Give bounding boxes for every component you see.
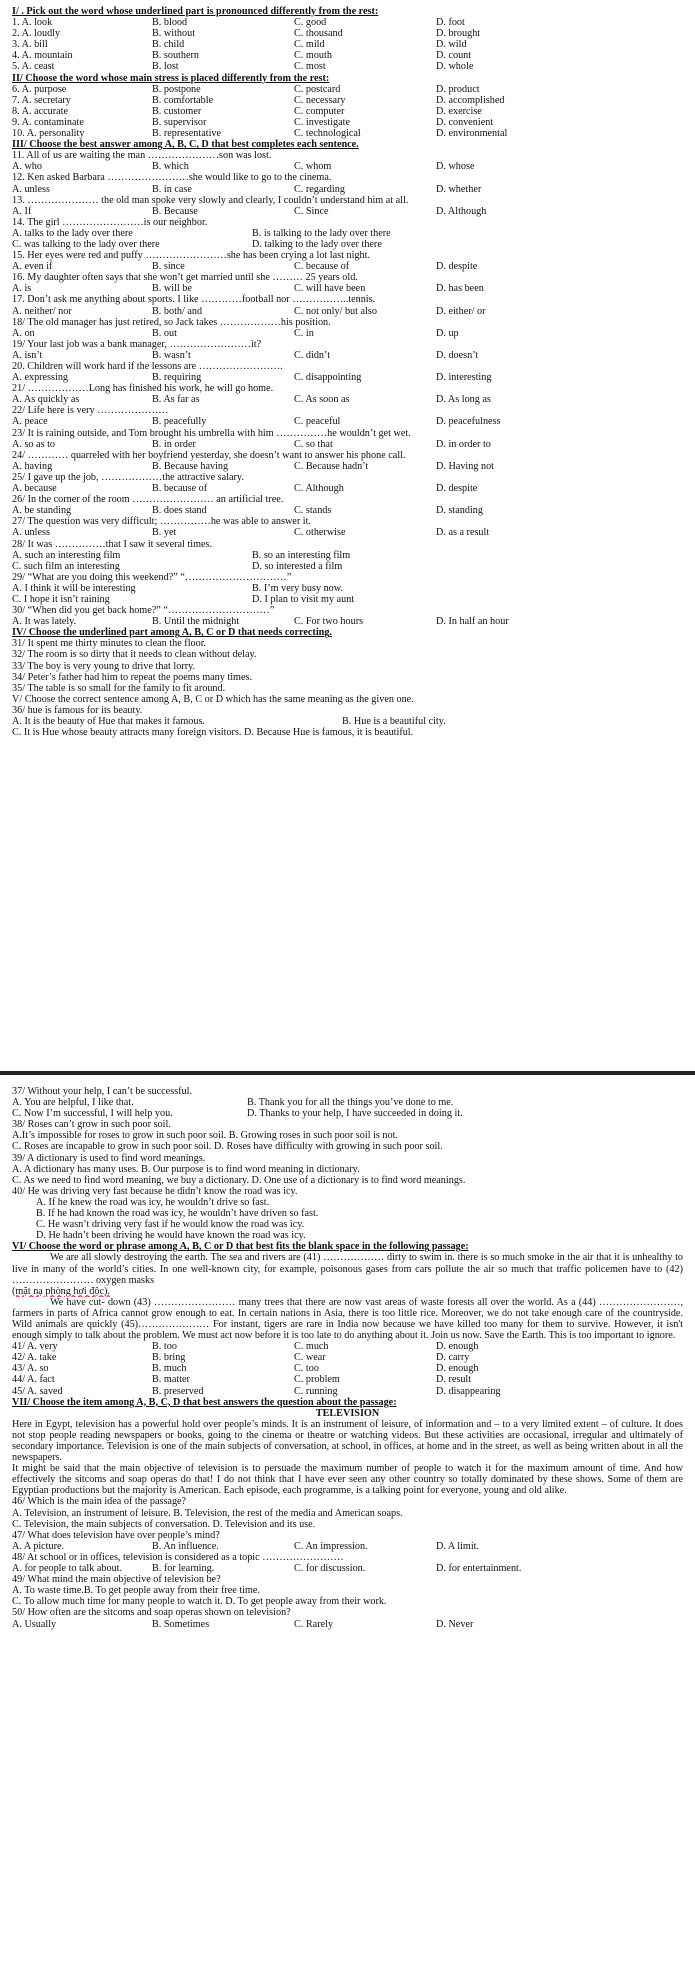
option: C. in [294, 327, 314, 339]
question-options [12, 583, 683, 594]
option: A. expressing [12, 372, 69, 384]
question-text: 21/ ………………Long has finished his work, he will go home. [12, 383, 274, 395]
question-text: 46/ Which is the main idea of the passage? [12, 1496, 187, 1508]
question-row [12, 50, 683, 61]
option: D. convenient [436, 116, 494, 128]
option: C. investigate [294, 116, 351, 128]
option: C. technological [294, 128, 361, 140]
option: A. unless [12, 527, 50, 539]
question-36-options-ab [12, 716, 683, 727]
option: D. interesting [436, 372, 492, 384]
question-options: A. Television, an instrument of leisure. B. Television, the rest of the media and American soaps. [12, 1507, 403, 1519]
question-row [12, 128, 683, 139]
question-text: 25/ I gave up the job, ………………the attractive salary. [12, 471, 244, 483]
option: A. for people to talk about. [12, 1563, 123, 1575]
option: B. without [152, 28, 196, 40]
option: B. comfortable [152, 94, 214, 106]
option: A. because [12, 483, 57, 495]
question-options [12, 184, 683, 195]
question-40: 40/ He was driving very fast because he didn’t know the road was icy. [12, 1185, 298, 1197]
option: C. most [294, 61, 326, 73]
option: B. yet [152, 527, 177, 539]
option: D. brought [436, 28, 481, 40]
question-text: 27/ The question was very difficult; ……………he was able to answer it. [12, 516, 311, 528]
option: 45/ A. saved [12, 1385, 63, 1397]
section-4-heading: IV/ Choose the underlined part among A, B, C or D that needs correcting. [12, 627, 332, 639]
option: B. peacefully [152, 416, 207, 428]
section-6-heading: VI/ Choose the word or phrase among A, B, C or D that best fits the blank space in the following passage: [12, 1241, 469, 1253]
section-1-rows [12, 17, 683, 72]
option: B. lost [152, 61, 179, 73]
passage-paragraph-1-tail: (mặt nạ phòng hơi độc). [12, 1285, 110, 1297]
option: A. who [12, 161, 42, 173]
question-options [12, 394, 683, 405]
option: B. is talking to the lady over there [252, 227, 391, 239]
question-options [12, 416, 683, 427]
option: 41/ A. very [12, 1341, 58, 1353]
option: 10. A. personality [12, 128, 85, 140]
question-text: 30/ “When did you get back home?” “…………………………” [12, 605, 275, 617]
option: B. Hue is a beautiful city. [342, 716, 446, 727]
option: C. For two hours [294, 616, 364, 628]
option: D. whether [436, 183, 482, 195]
option: A. so as to [12, 438, 56, 450]
question-row [12, 17, 683, 28]
option: D. enough [436, 1363, 479, 1375]
option: B. which [152, 161, 189, 173]
question-row [12, 28, 683, 39]
question-options [12, 616, 683, 627]
option: D. for entertainment. [436, 1563, 522, 1575]
question-text: 48/ At school or in offices, television is considered as a topic …………………… [12, 1551, 344, 1563]
question-options [12, 550, 683, 561]
option: C. postcard [294, 83, 341, 95]
section-2-rows [12, 84, 683, 139]
question-39-options-cd: C. As we need to find word meaning, we buy a dictionary. D. One use of a dictionary is to find word meanings. [12, 1174, 466, 1186]
option: D. despite [436, 483, 478, 495]
option: D. doesn’t [436, 349, 479, 361]
option: B. preserved [152, 1385, 204, 1397]
question-text: 20. Children will work hard if the lessons are ……………………. [12, 361, 283, 372]
option: B. does stand [152, 505, 207, 517]
question-options [12, 283, 683, 294]
option: B. blood [152, 17, 188, 29]
worksheet-page-1 [12, 6, 683, 738]
option: C. didn’t [294, 349, 331, 361]
question-text: 29/ “What are you doing this weekend?” “…………………………” [12, 571, 292, 583]
section-7-questions [12, 1496, 683, 1629]
option: C. necessary [294, 94, 346, 106]
option: B. I’m very busy now. [252, 582, 344, 594]
question-options [12, 561, 683, 572]
option: A. If [12, 205, 32, 217]
section-4-items [12, 638, 683, 693]
question-options [12, 261, 683, 272]
question-text: 13. ………………… the old man spoke very slowly and clearly, I couldn’t understand him at all. [12, 194, 409, 206]
option: B. bring [152, 1352, 186, 1364]
option: B. in case [152, 183, 192, 195]
option: B. much [152, 1363, 187, 1375]
option: D. exercise [436, 105, 482, 117]
option: B. in order [152, 438, 196, 450]
question-options [12, 594, 683, 605]
option: B. postpone [152, 83, 201, 95]
question-row [12, 61, 683, 72]
question-40-option-c: C. He wasn’t driving very fast if he would know the road was icy. [36, 1219, 305, 1231]
option: C. otherwise [294, 527, 346, 539]
option: A. It was lately. [12, 616, 77, 628]
option: B. supervisor [152, 116, 207, 128]
option: B. southern [152, 50, 199, 62]
question-row [12, 84, 683, 95]
question-36-options-cd: C. It is Hue whose beauty attracts many foreign visitors. D. Because Hue is famous, it is beautiful. [12, 727, 414, 739]
question-row [12, 1374, 683, 1385]
option: B. As far as [152, 394, 200, 406]
option: 43/ A. so [12, 1363, 49, 1375]
option: C. so that [294, 438, 333, 450]
passage-paragraph-1: We are all slowly destroying the earth. The sea and rivers are (41) ……………… dirty to swim in. there is so much smoke in the air that it is unhealthy to live in many of the world’s cities. In one well-known city, for example, poisonous gases from cars pollute the air so much that traffic policemen have to (42) …………………… oxygen masks [12, 1252, 683, 1286]
option: D. accomplished [436, 94, 505, 106]
question-row [12, 106, 683, 117]
question-40-option-b: B. If he had known the road was icy, he wouldn’t have driven so fast. [36, 1208, 319, 1220]
option: 6. A. purpose [12, 83, 67, 95]
question-text: 33/ The boy is very young to drive that lorry. [12, 660, 196, 672]
question-text: 26/ In the corner of the room …………………… an artificial tree. [12, 494, 284, 506]
option: D. product [436, 83, 480, 95]
option: A. isn’t [12, 349, 43, 361]
option: A. neither/ nor [12, 305, 72, 317]
option: B. so an interesting film [252, 549, 351, 561]
question-text: 16. My daughter often says that she won’t get married until she ……… 25 years old. [12, 272, 358, 284]
option: C. such film an interesting [12, 560, 120, 572]
option: B. matter [152, 1374, 190, 1386]
option: C. mouth [294, 50, 332, 62]
option: C. Although [294, 483, 344, 495]
question-37-options-ab [12, 1097, 683, 1108]
option: D. has been [436, 283, 484, 295]
option: D. environmental [436, 128, 508, 140]
option: C. thousand [294, 28, 343, 40]
option: B. for learning. [152, 1563, 215, 1575]
option: D. Thanks to your help, I have succeeded in doing it. [247, 1108, 463, 1120]
option: A. As quickly as [12, 394, 80, 406]
option: 7. A. secretary [12, 94, 71, 106]
section-1-heading: I/ . Pick out the word whose underlined part is pronounced differently from the rest: [12, 6, 379, 17]
option: B. since [152, 261, 185, 273]
question-options [12, 350, 683, 361]
option: 4. A. mountain [12, 50, 73, 62]
option: B. out [152, 327, 177, 339]
option: D. wild [436, 39, 467, 51]
question-options [12, 239, 683, 250]
option: C. regarding [294, 183, 345, 195]
question-text: 28/ It was ……………that I saw it several times. [12, 538, 213, 550]
question-options [12, 1619, 683, 1630]
option: 9. A. contaminate [12, 116, 84, 128]
option: C. stands [294, 505, 332, 517]
question-row [12, 1341, 683, 1352]
option: C. computer [294, 105, 345, 117]
option: A. be standing [12, 505, 72, 517]
option: D. disappearing [436, 1385, 501, 1397]
question-text: 17. Don’t ask me anything about sports. I like …………football nor ……………..tennis. [12, 294, 376, 306]
option: C. Now I’m successful, I will help you. [12, 1108, 173, 1120]
option: D. despite [436, 261, 478, 273]
option: A. You are helpful, I like that. [12, 1097, 134, 1109]
option: C. good [294, 17, 327, 29]
reading-title: TELEVISION [315, 1407, 380, 1419]
question-text: 15. Her eyes were red and puffy ……………………she has been crying a lot last night. [12, 250, 370, 262]
question-36: 36/ hue is famous for its beauty. [12, 704, 143, 716]
option: D. peacefulness [436, 416, 501, 428]
worksheet-page-2 [12, 1086, 683, 1630]
option: C. whom [294, 161, 332, 173]
option: D. whose [436, 161, 475, 173]
question-options [12, 461, 683, 472]
option: C. peaceful [294, 416, 341, 428]
option: A. peace [12, 416, 48, 428]
question-options [12, 328, 683, 339]
option: D. count [436, 50, 472, 62]
option: B. Thank you for all the things you’ve done to me. [247, 1097, 454, 1109]
option: D. carry [436, 1352, 470, 1364]
question-row [12, 95, 683, 106]
option: B. will be [152, 283, 192, 295]
option: A. talks to the lady over there [12, 227, 133, 239]
option: C. Since [294, 205, 329, 217]
option: B. Until the midnight [152, 616, 240, 628]
option: D. As long as [436, 394, 491, 406]
option: D. talking to the lady over there [252, 238, 382, 250]
question-text: 14. The girl ……………………is our neighbor. [12, 216, 208, 228]
question-options: C. To allow much time for many people to watch it. D. To get people away from their work. [12, 1596, 387, 1608]
question-text: 50/ How often are the sitcoms and soap operas shown on television? [12, 1607, 291, 1619]
section-3-heading: III/ Choose the best answer among A, B, C, D that best completes each sentence. [12, 139, 359, 151]
option: C. As soon as [294, 394, 350, 406]
question-text: 47/ What does television have over people’s mind? [12, 1529, 220, 1541]
option: B. representative [152, 128, 222, 140]
option: B. both/ and [152, 305, 203, 317]
option: C. too [294, 1363, 319, 1375]
option: B. wasn’t [152, 349, 191, 361]
question-38: 38/ Roses can’t grow in such poor soil. [12, 1119, 171, 1131]
option: A. Usually [12, 1618, 57, 1630]
question-text: 32/ The room is so dirty that it needs to clean without delay. [12, 649, 257, 661]
option: D. up [436, 327, 459, 339]
question-text: 34/ Peter’s father had him to repeat the poems many times. [12, 671, 253, 683]
question-options [12, 483, 683, 494]
question-text: 11. All of us are waiting the man …………………son was lost. [12, 150, 272, 162]
option: A. having [12, 460, 53, 472]
option: C. mild [294, 39, 325, 51]
option: C. An impression. [294, 1540, 368, 1552]
question-row [12, 39, 683, 50]
option: D. as a result [436, 527, 490, 539]
section-7-heading: VII/ Choose the item among A, B, C, D that best answers the question about the passage: [12, 1396, 397, 1408]
option: 1. A. look [12, 17, 53, 29]
option: C. I hope it isn’t raining [12, 593, 110, 605]
option: A. unless [12, 183, 50, 195]
reading-paragraph-1: Here in Egypt, television has a powerful hold over people’s minds. It is an instrument of leisure, of information and – to a very limited extent – of culture. It does not stop people reading newspapers or books, going to the cinema or theatre or watching videos. But these activities are occasional, irregular and ultimately of secondary importance. Television is one of the main subjects of conversation, at school, in offices, at home and in the street, as well as being written about in all the newspapers. [12, 1418, 683, 1464]
option: D. result [436, 1374, 472, 1386]
question-options [12, 372, 683, 383]
question-options [12, 505, 683, 516]
option: C. disappointing [294, 372, 362, 384]
option: C. wear [294, 1352, 326, 1364]
question-options [12, 206, 683, 217]
option: B. Sometimes [152, 1618, 210, 1630]
option: C. running [294, 1385, 338, 1397]
option: C. will have been [294, 283, 366, 295]
reading-paragraph-2: It might be said that the main objective of television is to persuade the maximum number of people to watch it for the maximum amount of time. And how effectively the sitcoms and soap operas do that! I do not think that I have ever seen any other country so totally dominated by these shows. Some of them are Egyptian productions but the majority is American. Each episode, each programme, is a talking point for everyone, young and old alike. [12, 1463, 683, 1497]
question-39-options-ab: A. A dictionary has many uses. B. Our purpose is to find word meaning in dictionary. [12, 1163, 360, 1175]
option: A. on [12, 327, 35, 339]
option: 3. A. bill [12, 39, 48, 51]
option: D. either/ or [436, 305, 486, 317]
option: D. I plan to visit my aunt [252, 593, 355, 605]
question-row [12, 117, 683, 128]
question-37: 37/ Without your help, I can’t be successful. [12, 1086, 193, 1097]
option: 42/ A. take [12, 1352, 57, 1364]
option: 5. A. ceast [12, 61, 55, 73]
option: D. Having not [436, 460, 495, 472]
option: C. was talking to the lady over there [12, 238, 160, 250]
option: B. An influence. [152, 1540, 219, 1552]
question-text: 12. Ken asked Barbara ……………………she would like to go to the cinema. [12, 172, 332, 184]
option: D. Never [436, 1618, 474, 1630]
question-options [12, 439, 683, 450]
option: B. child [152, 39, 185, 51]
question-options [12, 1563, 683, 1574]
question-text: 23/ It is raining outside, and Tom brought his umbrella with him ……………he wouldn’t get wet. [12, 427, 411, 439]
option: C. Rarely [294, 1618, 334, 1630]
page-separator [0, 1071, 695, 1075]
question-text: 31/ It spent me thirty minutes to clean the floor. [12, 638, 207, 650]
option: A. is [12, 283, 32, 295]
question-options [12, 527, 683, 538]
option: D. whole [436, 61, 474, 73]
question-row [12, 1352, 683, 1363]
option: B. too [152, 1341, 177, 1353]
question-37-options-cd [12, 1108, 683, 1119]
section-5-heading: V/ Choose the correct sentence among A, B, C or D which has the same meaning as the given one. [12, 693, 414, 705]
question-text: 49/ What mind the main objective of television be? [12, 1574, 221, 1586]
option: 44/ A. fact [12, 1374, 55, 1386]
question-38-options-cd: C. Roses are incapable to grow in such poor soil. D. Roses have difficulty with growing in such poor soil. [12, 1141, 443, 1153]
question-text: 18/ The old manager has just retired, so Jack takes ………………his position. [12, 316, 331, 328]
question-options [12, 1541, 683, 1552]
option: A. A picture. [12, 1540, 65, 1552]
option: D. in order to [436, 438, 491, 450]
option: C. problem [294, 1374, 340, 1386]
question-38-options-ab: A.It’s impossible for roses to grow in such poor soil. B. Growing roses in such poor soil is not. [12, 1130, 398, 1142]
option: C. not only/ but also [294, 305, 377, 317]
question-row [12, 1363, 683, 1374]
option: B. customer [152, 105, 202, 117]
question-39: 39/ A dictionary is used to find word meanings. [12, 1152, 206, 1164]
question-40-option-a: A. If he knew the road was icy, he wouldn’t drive so fast. [36, 1196, 270, 1208]
question-options [12, 161, 683, 172]
option: B. because of [152, 483, 208, 495]
question-options [12, 228, 683, 239]
question-text: 35/ The table is so small for the family to fit around. [12, 682, 226, 694]
passage-paragraph-2: We have cut- down (43) …………………… many trees that there are now vast areas of waste forests all over the world. As a (44) ……………………, farmers in parts of Africa cannot grow enough to eat. In certain nations in Asia, there is too little rice. Moreover, we do not take enough care of the countryside. Wild animals are quickly (45)………………… For instant, tigers are rare in India now because we have killed too many for them to survive. However, it isn't enough simply to talk about the problem. We must act now before it is too late to do anything about it. Join us now. Save the Earth. This is too important to ignore. [12, 1296, 683, 1342]
option: C. because of [294, 261, 350, 273]
option: A. I think it will be interesting [12, 582, 136, 594]
section-2-heading: II/ Choose the word whose main stress is placed differently from the rest: [12, 72, 330, 84]
option: A. even if [12, 261, 53, 273]
option: D. Although [436, 205, 487, 217]
option: 8. A. accurate [12, 105, 69, 117]
option: A. such an interesting film [12, 549, 121, 561]
option: D. so interested a film [252, 560, 343, 572]
option: B. Because having [152, 460, 229, 472]
section-6-rows [12, 1341, 683, 1396]
option: D. foot [436, 17, 465, 29]
question-text: 19/ Your last job was a bank manager, ……………………it? [12, 338, 262, 350]
option: D. standing [436, 505, 483, 517]
question-40-option-d: D. He hadn’t been driving he would have known the road was icy. [36, 1230, 306, 1242]
option: D. In half an hour [436, 616, 509, 628]
option: 2. A. loudly [12, 28, 61, 40]
section-3-items [12, 150, 683, 627]
question-options [12, 306, 683, 317]
option: C. Because hadn’t [294, 460, 369, 472]
question-options: C. Television, the main subjects of conversation. D. Television and its use. [12, 1518, 316, 1530]
option: D. A limit. [436, 1540, 480, 1552]
question-row [12, 1386, 683, 1397]
option: C. much [294, 1341, 329, 1353]
option: D. enough [436, 1341, 479, 1353]
option: B. requiring [152, 372, 202, 384]
question-text: 22/ Life here is very ………………… [12, 405, 169, 417]
option: B. Because [152, 205, 198, 217]
question-text: 24/ ………… quarreled with her boyfriend yesterday, she doesn’t want to answer his phone call. [12, 449, 406, 461]
question-options: A. To waste time.B. To get people away from their free time. [12, 1585, 260, 1597]
option: A. It is the beauty of Hue that makes it famous. [12, 716, 205, 727]
option: C. for discussion. [294, 1563, 366, 1575]
